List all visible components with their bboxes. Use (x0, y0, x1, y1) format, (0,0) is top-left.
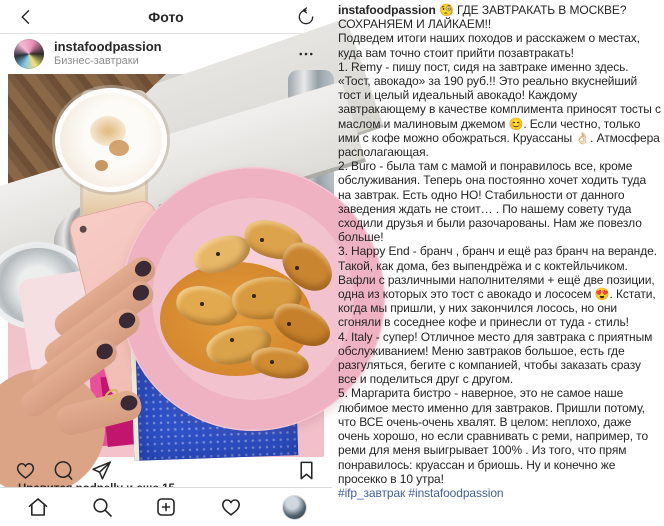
more-options-button[interactable] (294, 42, 318, 66)
nail (119, 394, 139, 413)
page-title: Фото (148, 8, 184, 25)
activity-icon[interactable] (219, 495, 243, 519)
caption-username[interactable]: instafoodpassion (338, 3, 436, 17)
nail (116, 309, 139, 331)
home-icon[interactable] (26, 495, 50, 519)
seed (200, 302, 204, 306)
caption-paragraph: 1. Remy - пишу пост, сидя на завтраке именно здесь. «Тост, авокадо» за 190 руб.!! Это реально вкуснейший тост и целый идеальный авокадо! Каждому завтракающему в качестве комплимента приносят тосты с маслом и малиновым джемом 😊. Если честно, только ими с кофе можно обожраться. Круассаны 👌🏻. Атмосфера располагающая. (338, 59, 661, 160)
latte-art (109, 140, 129, 156)
caption-paragraph: 5. Маргарита бистро - наверное, это не самое наше любимое место именно для завтраков. Пришли потому, что ВСЕ очень-очень хвалят. В целом: неплохо, даже очень хорошо, но если сравнивать с реми, например, то реми для меня выигрывает 100% . Из того, что прям понравилось: круассан и бриошь. Ну и конечно же просекко в 10 утра! (338, 386, 649, 486)
refresh-icon (296, 7, 316, 27)
back-button[interactable] (14, 5, 38, 29)
caption-paragraph: 4. Italy - супер! Отличное место для завтрака с приятным обслуживанием! Меню завтраков большое, есть где разгуляться, бегите с компанией, чтобы заказать сразу все и поделиться друг с другом. (338, 329, 653, 387)
chevron-left-icon (16, 7, 36, 27)
refresh-button[interactable] (294, 5, 318, 29)
profile-subtitle: Бизнес-завтраки (54, 55, 139, 68)
caption-paragraph: 2. Buro - была там с мамой и понравилось все, кроме обслуживания. Теперь она постоянно хочет ходить туда на завтрак. Есть одно НО! Стабильности от данного заведения ждать не стоит… . По нашему совету туда сходили друзья и были разочарованы. Нам же повезло больше! (338, 159, 647, 245)
caption-paragraph: 3. Happy End - бранч , бранч и ещё раз бранч на веранде. Такой, как дома, без выпендрёжа и с коктейльчиком. Вафли с различными наполнителями + ещё две позиции, одна из которых это тост с авокадо и лососем 😍. Кстати, когда мы пришли, у них закончился лосось, но они сгоняли в соседнее кофе и принесли от туда - стиль! (338, 244, 657, 330)
post-photo[interactable] (8, 74, 324, 457)
bottom-nav-bar (0, 487, 332, 526)
avatar[interactable] (14, 39, 44, 69)
caption-panel (338, 3, 662, 500)
caption-paragraph: Подведем итоги наших походов и расскажем о местах, куда вам точно стоит прийти позавтракать! (338, 31, 640, 60)
profile-icon[interactable] (283, 496, 306, 519)
nail (130, 282, 153, 304)
nail (93, 340, 116, 362)
seed (216, 252, 220, 256)
seed (270, 360, 274, 364)
caption-paragraph (338, 3, 662, 31)
bookmark-icon[interactable] (295, 459, 318, 482)
seed (295, 266, 299, 270)
search-icon[interactable] (90, 495, 114, 519)
nail (132, 258, 155, 280)
seed (287, 322, 291, 326)
seed (260, 238, 264, 242)
new-post-icon[interactable] (154, 495, 178, 519)
more-options-icon (297, 45, 315, 63)
profile-names (54, 40, 162, 68)
caption-text: 🧐 ГДЕ ЗАВТРАКАТЬ В МОСКВЕ? СОХРАНЯЕМ И ЛАЙКАЕМ!! (338, 3, 627, 32)
phone-camera (79, 225, 87, 233)
top-bar (0, 0, 332, 34)
profile-username[interactable]: instafoodpassion (54, 39, 162, 55)
likes-row (18, 479, 298, 487)
caption-hashtags[interactable]: #ifp_завтрак #instafoodpassion (338, 485, 504, 500)
seed (252, 294, 256, 298)
latte-art (95, 160, 108, 171)
seed (230, 338, 234, 342)
